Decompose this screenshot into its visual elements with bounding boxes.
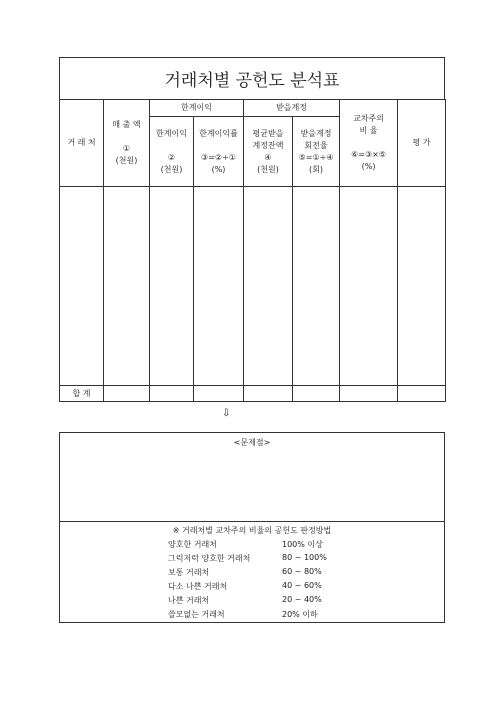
header-evaluation: 평 가 (398, 100, 446, 187)
criteria-label: 보통 거래처 (168, 568, 210, 577)
problems-label: <문제점> (233, 438, 271, 447)
total-row (60, 386, 446, 402)
criteria-label: 쓸모없는 거래처 (168, 610, 225, 619)
criteria-value: 100% 이상 (282, 540, 323, 549)
header-receivable-group: 받을계정 (244, 100, 340, 117)
total-label: 합 계 (60, 386, 104, 402)
criteria-value: 20 ~ 40% (282, 595, 322, 604)
header-margin-group: 한계이익 (150, 100, 244, 117)
table-body-row (60, 187, 446, 386)
header-turnover: 받을계정 회전율 ⑤=①÷④ (회) (293, 117, 340, 187)
criteria-title: ※ 거래처별 교차주의 비율의 공헌도 판정방법 (172, 526, 332, 535)
criteria-value: 60 ~ 80% (282, 567, 322, 576)
criteria-value: 20% 이하 (282, 610, 318, 619)
divider (60, 521, 444, 522)
header-margin: 한계이익 ② (천원) (150, 117, 194, 187)
header-cross-ratio: 교차주의 비 율 ⑥=③×⑤ (%) (340, 100, 398, 187)
page-title: 거래처별 공헌도 분석표 (59, 57, 445, 99)
down-arrow-icon: ⇩ (222, 408, 231, 419)
criteria-value: 40 ~ 60% (282, 581, 322, 590)
criteria-label: 다소 나쁜 거래처 (168, 582, 228, 591)
criteria-label: 나쁜 거래처 (168, 596, 210, 605)
header-sales: 매 출 액 ① (천원) (104, 100, 150, 187)
criteria-label: 양호한 거래처 (168, 540, 217, 549)
header-margin-rate: 한계이익률 ③=②÷① (%) (194, 117, 244, 187)
criteria-value: 80 ~ 100% (282, 553, 327, 562)
analysis-table (59, 99, 446, 402)
header-client: 거 래 처 (60, 100, 104, 187)
header-avg-balance: 평균받을 계정잔액 ④ (천원) (244, 117, 293, 187)
criteria-label: 그럭저럭 양호한 거래처 (168, 554, 251, 563)
problems-box (59, 432, 445, 623)
